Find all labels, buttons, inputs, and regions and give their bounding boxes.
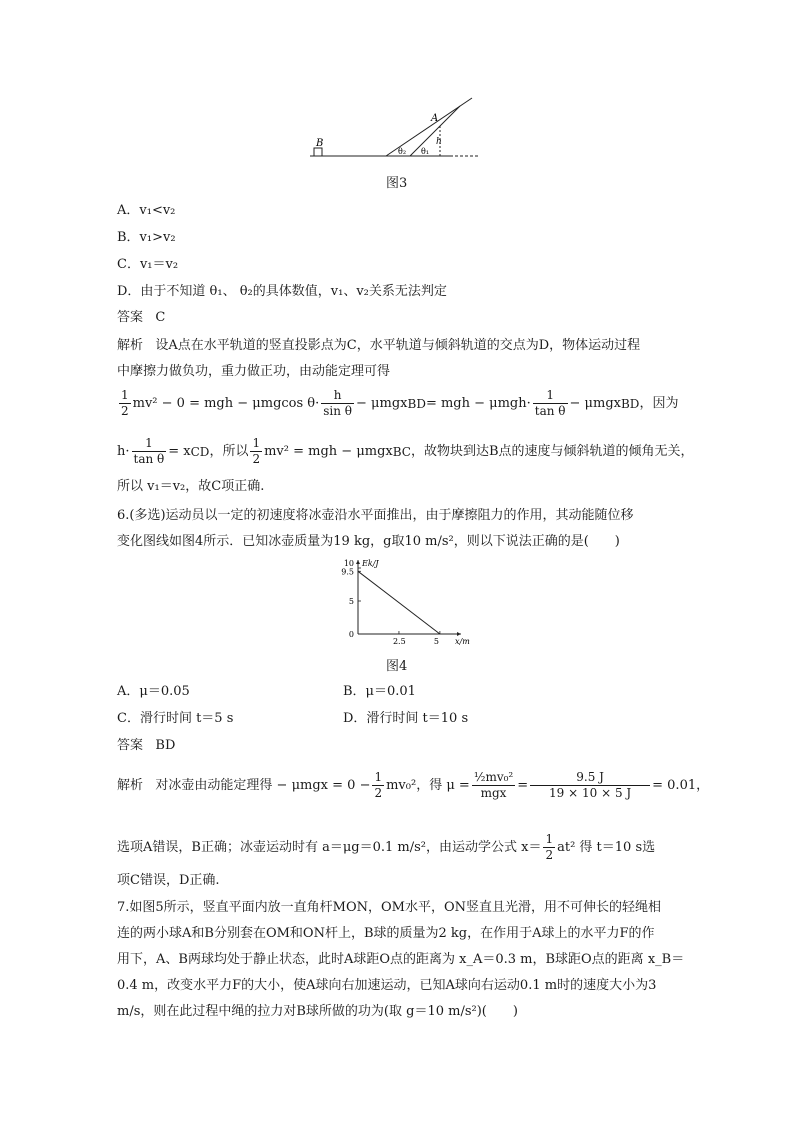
y-tick-label: 9.5: [341, 567, 354, 577]
answer-label: 答案: [117, 310, 144, 325]
fig4-caption: 图4: [386, 659, 408, 674]
y-axis-label: Ek/J: [362, 559, 379, 568]
y-tick-label: 0: [348, 630, 354, 639]
q5-option-a: A．v₁<v₂: [117, 203, 176, 218]
fraction-mu: $\frac{\text{½mv₀²}}{\text{mgx}}$: [473, 770, 514, 800]
eq-text: 对冰壶由动能定理得 − μmgx = 0 −: [155, 777, 371, 793]
eq-text: mv² = mgh − μmgx: [264, 443, 393, 459]
label-theta1: θ₁: [421, 147, 430, 156]
fraction-1-tan: $\frac{1}{\text{tan θ}}$: [133, 436, 165, 466]
q5-option-b: B．v₁>v₂: [117, 230, 176, 245]
data-line: [358, 571, 440, 634]
q6-option-b: B．μ＝0.01: [343, 684, 416, 699]
q6-stem-line2: 变化图线如图4所示．已知冰壶质量为19 kg，g取10 m/s²，则以下说法正确的是( ): [117, 534, 620, 549]
eq-text: h·: [117, 443, 130, 459]
eq-text: mv₀²，得 μ =: [386, 777, 470, 793]
eq-text: at² 得 t＝10 s选: [557, 839, 656, 855]
fraction-h-sin: $\frac{h}{\text{sin θ}}$: [323, 388, 353, 418]
fraction-calc: $\frac{9.5 J}{19 \times 10 \times 5 J}$: [530, 770, 650, 801]
q6-option-a: A．μ＝0.05: [117, 684, 190, 699]
eq-text: = 0.01，: [652, 777, 710, 793]
x-axis-arrow: [457, 632, 461, 636]
eq-text: ，所以: [209, 443, 249, 459]
q7-line-4: 0.4 m，改变水平力F的大小，使A球向右加速运动，已知A球向右运动0.1 m时的速度大小为3: [117, 978, 657, 993]
eq-text: − μmgx: [569, 395, 621, 411]
q6-stem-line1: 6.(多选)运动员以一定的初速度将冰壶沿水平面推出，由于摩擦阻力的作用，其动能随位移: [117, 508, 634, 523]
analysis-label: 解析: [117, 777, 144, 793]
q7-line-5: m/s，则在此过程中绳的拉力对B球所做的功为(取 g＝10 m/s²)( ): [117, 1004, 518, 1019]
q6-answer: [117, 737, 175, 755]
fraction-half: $\frac{1}{2}$: [252, 436, 261, 466]
label-a: A: [431, 113, 439, 124]
block-b: [314, 148, 322, 156]
q5-analysis-line1: [117, 337, 640, 355]
eq-text: mv² − 0 = mgh − μmgcos θ·: [132, 395, 320, 411]
y-tick-label: 5: [348, 597, 354, 606]
x-tick-label: 5: [433, 637, 439, 646]
analysis-text: 设A点在水平轨道的竖直投影点为C，水平轨道与倾斜轨道的交点为D，物体运动过程: [155, 338, 641, 353]
y-tick-label: 10: [343, 559, 354, 568]
q5-option-c: C．v₁＝v₂: [117, 257, 179, 272]
eq-text: =: [517, 777, 529, 793]
x-tick-label: 2.5: [392, 637, 406, 646]
label-b: B: [316, 138, 324, 149]
q5-answer: [117, 309, 165, 327]
eq-subscript: CD: [190, 444, 210, 459]
eq-subscript: BD: [407, 396, 426, 411]
figure-3: [300, 92, 490, 164]
eq-text: = mgh − μmgh·: [425, 395, 531, 411]
q6-analysis-line2: [117, 832, 655, 863]
x-axis-label: x/m: [455, 637, 470, 646]
eq-text: − μmgx: [356, 395, 408, 411]
y-axis-arrow: [356, 560, 360, 564]
eq-text: = x: [168, 443, 191, 459]
q6-analysis-line3: 项C错误，D正确.: [117, 873, 220, 888]
figure-4-chart: [328, 556, 468, 646]
fraction-half: $\frac{1}{2}$: [374, 770, 383, 800]
q6-analysis-eq: [117, 770, 709, 801]
fig3-caption: 图3: [386, 176, 408, 191]
q7-line-3: 用下，A、B两球均处于静止状态，此时A球距O点的距离为 x_A＝0.3 m，B球距O点的距离 x_B＝: [117, 952, 685, 967]
fraction-1-tan: $\frac{1}{\text{tan θ}}$: [534, 388, 566, 418]
q6-option-c: C．滑行时间 t＝5 s: [117, 711, 234, 726]
eq-subscript: BD: [620, 396, 640, 411]
eq-text: 选项A错误，B正确；冰壶运动时有 a＝μg＝0.1 m/s²，由运动学公式 x＝: [117, 839, 542, 855]
q6-option-d: D．滑行时间 t＝10 s: [343, 711, 469, 726]
q5-analysis-line2: 中摩擦力做负功，重力做正功，由动能定理可得: [117, 364, 391, 379]
analysis-label: 解析: [117, 338, 144, 353]
label-h: h: [436, 137, 442, 147]
answer-value: BD: [155, 738, 176, 753]
q5-option-d: D．由于不知道 θ₁、 θ₂的具体数值，v₁、v₂关系无法判定: [117, 284, 447, 299]
answer-label: 答案: [117, 738, 144, 753]
fraction-half: $\frac{1}{2}$: [121, 388, 129, 418]
q5-equation-2: [117, 436, 694, 467]
answer-value: C: [155, 310, 166, 325]
eq-text: ，故物块到达B点的速度与倾斜轨道的倾角无关，: [410, 443, 694, 459]
q5-equation-1: [117, 388, 678, 419]
fraction-half: $\frac{1}{2}$: [545, 832, 554, 862]
q7-line-1: 7.如图5所示，竖直平面内放一直角杆MON，OM水平，ON竖直且光滑，用不可伸长的轻绳相: [117, 900, 662, 915]
eq-subscript: BC: [392, 444, 411, 459]
eq-text: ，因为: [639, 395, 679, 411]
q7-line-2: 连的两小球A和B分别套在OM和ON杆上，B球的质量为2 kg，在作用于A球上的水平力F的作: [117, 926, 655, 941]
label-theta2: θ₂: [398, 147, 407, 156]
q5-conclusion: 所以 v₁＝v₂，故C项正确.: [117, 479, 265, 494]
